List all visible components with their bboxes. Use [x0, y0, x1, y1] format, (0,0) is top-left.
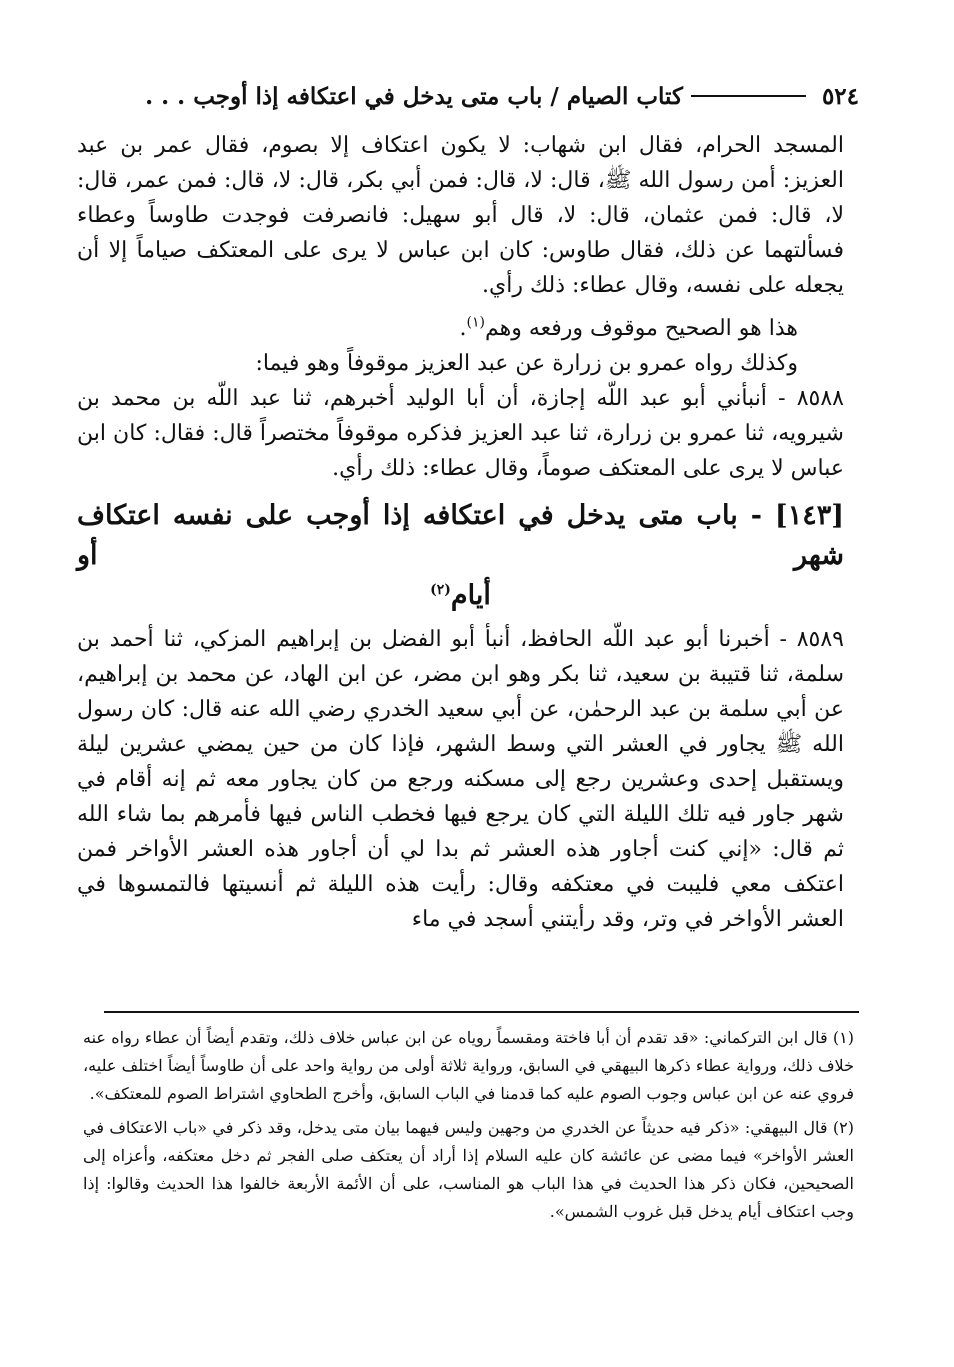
- chapter-heading-line1: [١٤٣] - باب متى يدخل في اعتكافه إذا أوجب على نفسه اعتكاف شهر أو: [77, 500, 844, 571]
- footnote-ref-1: (١): [466, 314, 485, 331]
- footnote-separator: [104, 1011, 859, 1013]
- running-title: كتاب الصيام / باب متى يدخل في اعتكافه إذا أوجب . . .: [145, 82, 683, 110]
- paragraph-2-text: هذا هو الصحيح موقوف ورفعه وهم: [484, 316, 798, 341]
- page-number: ٥٢٤: [821, 82, 859, 110]
- paragraph-1: المسجد الحرام، فقال ابن شهاب: لا يكون اعتكاف إلا بصوم، فقال عمر بن عبد العزيز: أمن رسول الله ﷺ، قال: لا، قال: فمن أبي بكر، قال: لا، قال: فمن عمر، قال: لا، قال: فمن عثمان، قال: لا، قال أبو سهيل: فانصرفت فوجدت طاوساً وعطاء فسألتهما عن ذلك، فقال طاوس: كان ابن عباس لا يرى على المعتكف صياماً إلا أن يجعله على نفسه، وقال عطاء: ذلك رأي.: [77, 133, 844, 298]
- footnote-2-text: قال البيهقي: «ذكر فيه حديثاً عن الخدري من وجهين وليس فيهما بيان متى يدخل، وقد ذكر في «باب الاعتكاف في العشر الأواخر» فيما مضى عن عائشة كان عليه السلام إذا أراد أن يعتكف صلى الفجر ثم دخل معتكفه، وأعزاه إلى الصحيحين، فكان ذكر هذا الحديث في هذا الباب هو المناسب، على أن الأئمة الأربعة خالفوا هذا الحديث وقالوا: إذا وجب اعتكاف أيام يدخل قبل غروب الشمس».: [83, 1118, 854, 1221]
- footnote-2-number: (٢): [832, 1118, 854, 1137]
- paragraph-2: [77, 311, 844, 346]
- paragraph-2-end: .: [459, 316, 467, 341]
- hadith-8589: ٨٥٨٩ - أخبرنا أبو عبد اللّه الحافظ، أنبأ أبو الفضل بن إبراهيم المزكي، ثنا أحمد بن سلمة، ثنا قتيبة بن سعيد، ثنا بكر وهو ابن مضر، عن ابن الهاد، عن محمد بن إبراهيم، عن أبي سلمة بن عبد الرحمٰن، عن أبي سعيد الخدري رضي الله عنه قال: كان رسول الله ﷺ يجاور في العشر التي وسط الشهر، فإذا كان من حين يمضي عشرين ليلة ويستقبل إحدى وعشرين رجع إلى مسكنه ورجع من كان يجاور معه ثم إنه أقام في شهر جاور فيه تلك الليلة التي كان يرجع فيها فخطب الناس فيها فأمرهم بما شاء الله ثم قال: «إني كنت أجاور هذه العشر ثم بدا لي أن أجاور هذه العشر الأواخر فمن اعتكف معي فليبت في معتكفه وقال: رأيت هذه الليلة ثم أنسيتها فالتمسوها في العشر الأواخر في وتر، وقد رأيتني أسجد في ماء: [77, 627, 844, 932]
- footnote-1-number: (١): [832, 1028, 854, 1047]
- footnote-2: [83, 1114, 854, 1226]
- chapter-heading-line2: [77, 576, 844, 616]
- footnotes: [83, 1024, 854, 1232]
- running-header: [70, 76, 859, 116]
- chapter-heading: [77, 496, 844, 616]
- hadith-8588: ٨٥٨٨ - أنبأني أبو عبد اللّه إجازة، أن أبا الوليد أخبرهم، ثنا عبد اللّه بن محمد بن شيرويه، ثنا عمرو بن زرارة، ثنا عبد العزيز فذكره موقوفاً مختصراً قال: فقال: كان ابن عباس لا يرى على المعتكف صوماً، وقال عطاء: ذلك رأي.: [77, 386, 844, 481]
- main-text: [77, 128, 844, 937]
- header-rule: [691, 95, 806, 97]
- footnote-1-text: قال ابن التركماني: «قد تقدم أن أبا فاختة ومقسماً روياه عن ابن عباس خلاف ذلك، وتقدم أيضاً أن عطاء رواه عنه خلاف ذلك، ورواية عطاء ذكرها البيهقي في السابق، ورواية ثلاثة أولى من رواية واحد على أن طاوساً أيضاً اختلف عليه، فروي عنه عن ابن عباس وجوب الصوم عليه كما قدمنا في الباب السابق، وأخرج الطحاوي اشتراط الصوم للمعتكف».: [83, 1028, 854, 1103]
- footnote-1: [83, 1024, 854, 1108]
- paragraph-3: وكذلك رواه عمرو بن زرارة عن عبد العزيز موقوفاً وهو فيما:: [255, 351, 798, 376]
- chapter-heading-word: أيام: [450, 580, 491, 611]
- footnote-ref-2: (٢): [430, 582, 451, 598]
